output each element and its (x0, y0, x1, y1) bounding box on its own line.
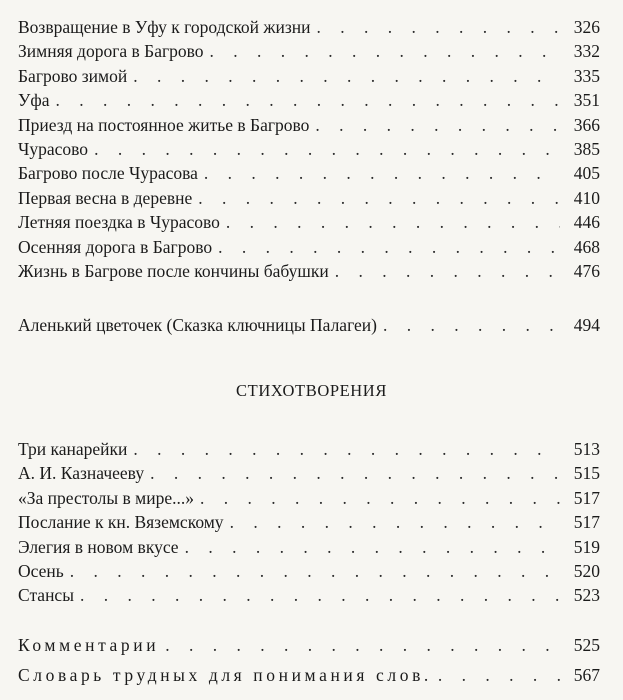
dot-leader (204, 39, 560, 63)
toc-entry-page: 517 (573, 487, 600, 508)
toc-entry-page: 332 (573, 41, 600, 62)
toc-entry-title: «За престолы в мире...» (18, 487, 195, 508)
toc-entry-page: 523 (573, 585, 600, 606)
toc-entry[interactable] (18, 630, 600, 660)
toc-entry-title: Стансы (18, 585, 74, 606)
toc-entry-title: Жизнь в Багрове после кончины бабушки (18, 260, 329, 281)
contents-list-poems (18, 437, 600, 608)
dot-leader (50, 88, 561, 112)
toc-entry[interactable] (18, 535, 600, 559)
dot-leader (377, 313, 560, 337)
toc-entry-page: 326 (573, 17, 600, 37)
toc-entry[interactable] (18, 510, 600, 534)
dot-leader (88, 137, 560, 161)
toc-entry-page: 410 (573, 187, 600, 208)
dot-leader (144, 461, 560, 485)
toc-entry[interactable] (18, 313, 600, 337)
toc-entry-title: Осень (18, 560, 64, 581)
toc-entry-title: Аленький цветочек (Сказка ключницы Палагеи) (18, 315, 377, 335)
contents-list-chapters (18, 15, 600, 283)
contents-list-fairytale (18, 313, 600, 337)
toc-entry-title: Возвращение в Уфу к городской жизни (18, 17, 311, 37)
toc-entry[interactable] (18, 113, 600, 137)
toc-entry[interactable] (18, 437, 600, 461)
toc-entry-page: 515 (573, 463, 600, 484)
toc-entry-page: 446 (573, 212, 600, 233)
toc-entry[interactable] (18, 486, 600, 510)
toc-entry-page: 366 (573, 114, 600, 135)
toc-entry-title: Приезд на постоянное житье в Багрово (18, 114, 310, 135)
toc-entry-page: 335 (573, 65, 600, 86)
dot-leader (309, 113, 560, 137)
toc-entry[interactable] (18, 583, 600, 607)
dot-leader (212, 235, 560, 259)
dot-leader (192, 186, 560, 210)
toc-entry-page: 520 (573, 560, 600, 581)
toc-entry[interactable] (18, 161, 600, 185)
toc-entry-title: Зимняя дорога в Багрово (18, 41, 204, 62)
toc-entry-title: Багрово после Чурасова (18, 163, 198, 184)
contents-list-appendix (18, 630, 600, 690)
dot-leader (64, 559, 560, 583)
dot-leader (159, 630, 560, 660)
toc-entry-page: 519 (573, 536, 600, 557)
toc-entry[interactable] (18, 559, 600, 583)
toc-entry[interactable] (18, 235, 600, 259)
toc-entry-page: 351 (573, 90, 600, 111)
toc-entry-page: 494 (573, 315, 600, 335)
toc-entry-page: 476 (573, 260, 600, 281)
toc-entry[interactable] (18, 88, 600, 112)
toc-entry-title: Уфа (18, 90, 50, 111)
dot-leader (194, 486, 560, 510)
toc-entry-title: Чурасово (18, 138, 89, 159)
toc-entry[interactable] (18, 210, 600, 234)
toc-entry-title: Первая весна в деревне (18, 187, 193, 208)
toc-entry[interactable] (18, 39, 600, 63)
dot-leader (74, 583, 560, 607)
toc-entry-title: Осенняя дорога в Багрово (18, 236, 213, 257)
dot-leader (220, 210, 560, 234)
toc-entry-page: 567 (573, 665, 600, 685)
toc-entry[interactable] (18, 15, 600, 39)
toc-entry-title: Комментарии (18, 635, 160, 655)
dot-leader (329, 259, 560, 283)
toc-entry-title: Словарь трудных для понимания слов. (18, 665, 432, 685)
dot-leader (224, 510, 560, 534)
toc-entry-title: Элегия в новом вкусе (18, 536, 179, 557)
toc-entry-page: 525 (573, 635, 600, 655)
toc-entry[interactable] (18, 660, 600, 690)
dot-leader (179, 535, 560, 559)
toc-entry-title: А. И. Казначееву (18, 463, 145, 484)
toc-entry-page: 517 (573, 512, 600, 533)
toc-entry-title: Багрово зимой (18, 65, 128, 86)
toc-entry-title: Три канарейки (18, 439, 128, 459)
toc-entry[interactable] (18, 137, 600, 161)
toc-entry-title: Летняя поездка в Чурасово (18, 212, 220, 233)
toc-entry[interactable] (18, 259, 600, 283)
toc-entry-page: 405 (573, 163, 600, 184)
toc-entry-title: Послание к кн. Вяземскому (18, 512, 224, 533)
toc-entry-page: 513 (573, 439, 600, 459)
toc-entry-page: 468 (573, 236, 600, 257)
toc-entry[interactable] (18, 186, 600, 210)
toc-entry-page: 385 (573, 138, 600, 159)
dot-leader (311, 15, 560, 39)
dot-leader (127, 64, 560, 88)
toc-entry[interactable] (18, 461, 600, 485)
dot-leader (432, 660, 560, 690)
toc-entry[interactable] (18, 64, 600, 88)
dot-leader (127, 437, 560, 461)
section-heading-poems: СТИХОТВОРЕНИЯ (236, 381, 387, 400)
dot-leader (198, 161, 560, 185)
